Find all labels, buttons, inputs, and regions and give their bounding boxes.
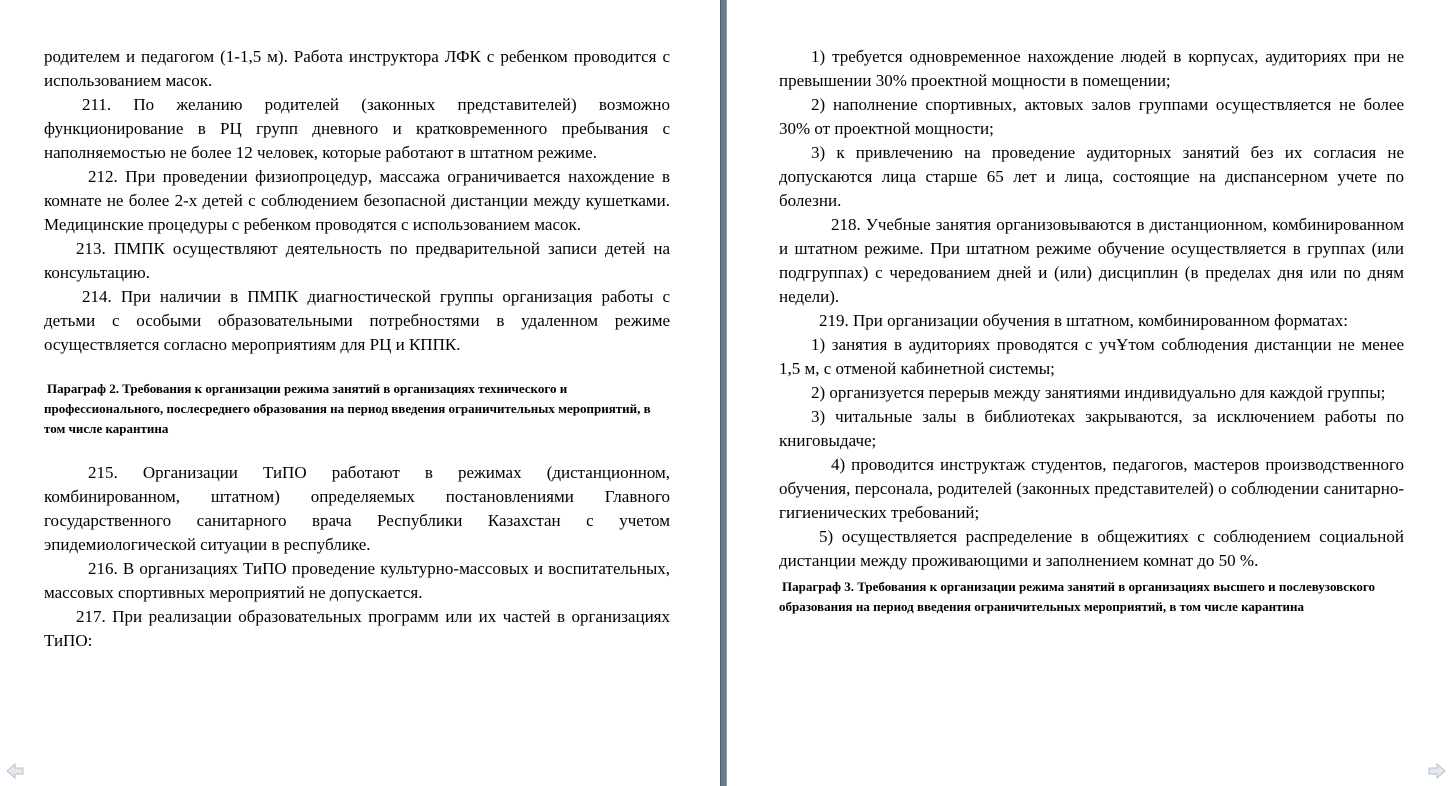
paragraph-214: 214. При наличии в ПМПК диагностической группы организация работы с детьми с особыми образовательными потребностями в удаленном режиме осуществляется согласно мероприятиям для РЦ и КППК.	[44, 287, 670, 354]
section-heading-paragraph-2: Параграф 2. Требования к организации режима занятий в организациях технического и профессионального, послесреднего образования на период введения ограничительных мероприятий, в том числе карантина	[44, 381, 651, 436]
list-item-219-3: 3) читальные залы в библиотеках закрываются, за исключением работы по книговыдаче;	[779, 407, 1404, 450]
section-heading-paragraph-3: Параграф 3. Требования к организации режима занятий в организациях высшего и послевузовского образования на период введения ограничительных мероприятий, в том числе карантина	[779, 579, 1375, 614]
paragraph-218: 218. Учебные занятия организовываются в дистанционном, комбинированном и штатном режиме. При штатном режиме обучение осуществляется в группах (или подгруппах) с чередованием дней и (или) дисциплин (в пределах дня или по дням недели).	[779, 215, 1404, 306]
paragraph-215: 215. Организации ТиПО работают в режимах (дистанционном, комбинированном, штатном) определяемых постановлениями Главного государственного санитарного врача Республики Казахстан с учетом эпидемиологической ситуации в республике.	[44, 463, 670, 554]
list-item-219-4: 4) проводится инструктаж студентов, педагогов, мастеров производственного обучения, персонала, родителей (законных представителей) о соблюдении санитарно-гигиенических требований;	[779, 455, 1404, 522]
paragraph-continuation: родителем и педагогом (1-1,5 м). Работа инструктора ЛФК с ребенком проводится с использованием масок.	[44, 47, 670, 90]
list-item-219-5: 5) осуществляется распределение в общежитиях с соблюдением социальной дистанции между проживающими и заполнением комнат до 50 %.	[779, 527, 1404, 570]
paragraph-219: 219. При организации обучения в штатном, комбинированном форматах:	[819, 311, 1348, 330]
arrow-right-icon[interactable]	[1428, 762, 1446, 780]
left-text-column	[44, 45, 670, 653]
paragraph-211: 211. По желанию родителей (законных представителей) возможно функционирование в РЦ групп дневного и кратковременного пребывания с наполняемостью не более 12 человек, которые работают в штатном режиме.	[44, 95, 670, 162]
right-text-column	[779, 45, 1404, 617]
left-page	[0, 0, 720, 786]
list-item-3: 3) к привлечению на проведение аудиторных занятий без их согласия не допускаются лица старше 65 лет и лица, состоящие на диспансерном учете по болезни.	[779, 143, 1404, 210]
paragraph-213: 213. ПМПК осуществляют деятельность по предварительной записи детей на консультацию.	[44, 239, 670, 282]
list-item-219-1: 1) занятия в аудиториях проводятся с учҰтом соблюдения дистанции не менее 1,5 м, с отменой кабинетной системы;	[779, 335, 1404, 378]
paragraph-212: 212. При проведении физиопроцедур, массажа ограничивается нахождение в комнате не более 2-х детей с соблюдением безопасной дистанции между кушетками. Медицинские процедуры с ребенком проводятся с использованием масок.	[44, 167, 670, 234]
list-item-1: 1) требуется одновременное нахождение людей в корпусах, аудиториях при не превышении 30% проектной мощности в помещении;	[779, 47, 1404, 90]
arrow-left-icon[interactable]	[6, 762, 24, 780]
paragraph-216: 216. В организациях ТиПО проведение культурно-массовых и воспитательных, массовых спортивных мероприятий не допускается.	[44, 559, 670, 602]
paragraph-217: 217. При реализации образовательных программ или их частей в организациях ТиПО:	[44, 607, 670, 650]
right-page	[727, 0, 1450, 786]
list-item-219-2: 2) организуется перерыв между занятиями индивидуально для каждой группы;	[811, 383, 1386, 402]
list-item-2: 2) наполнение спортивных, актовых залов группами осуществляется не более 30% от проектной мощности;	[779, 95, 1404, 138]
page-divider	[720, 0, 727, 786]
